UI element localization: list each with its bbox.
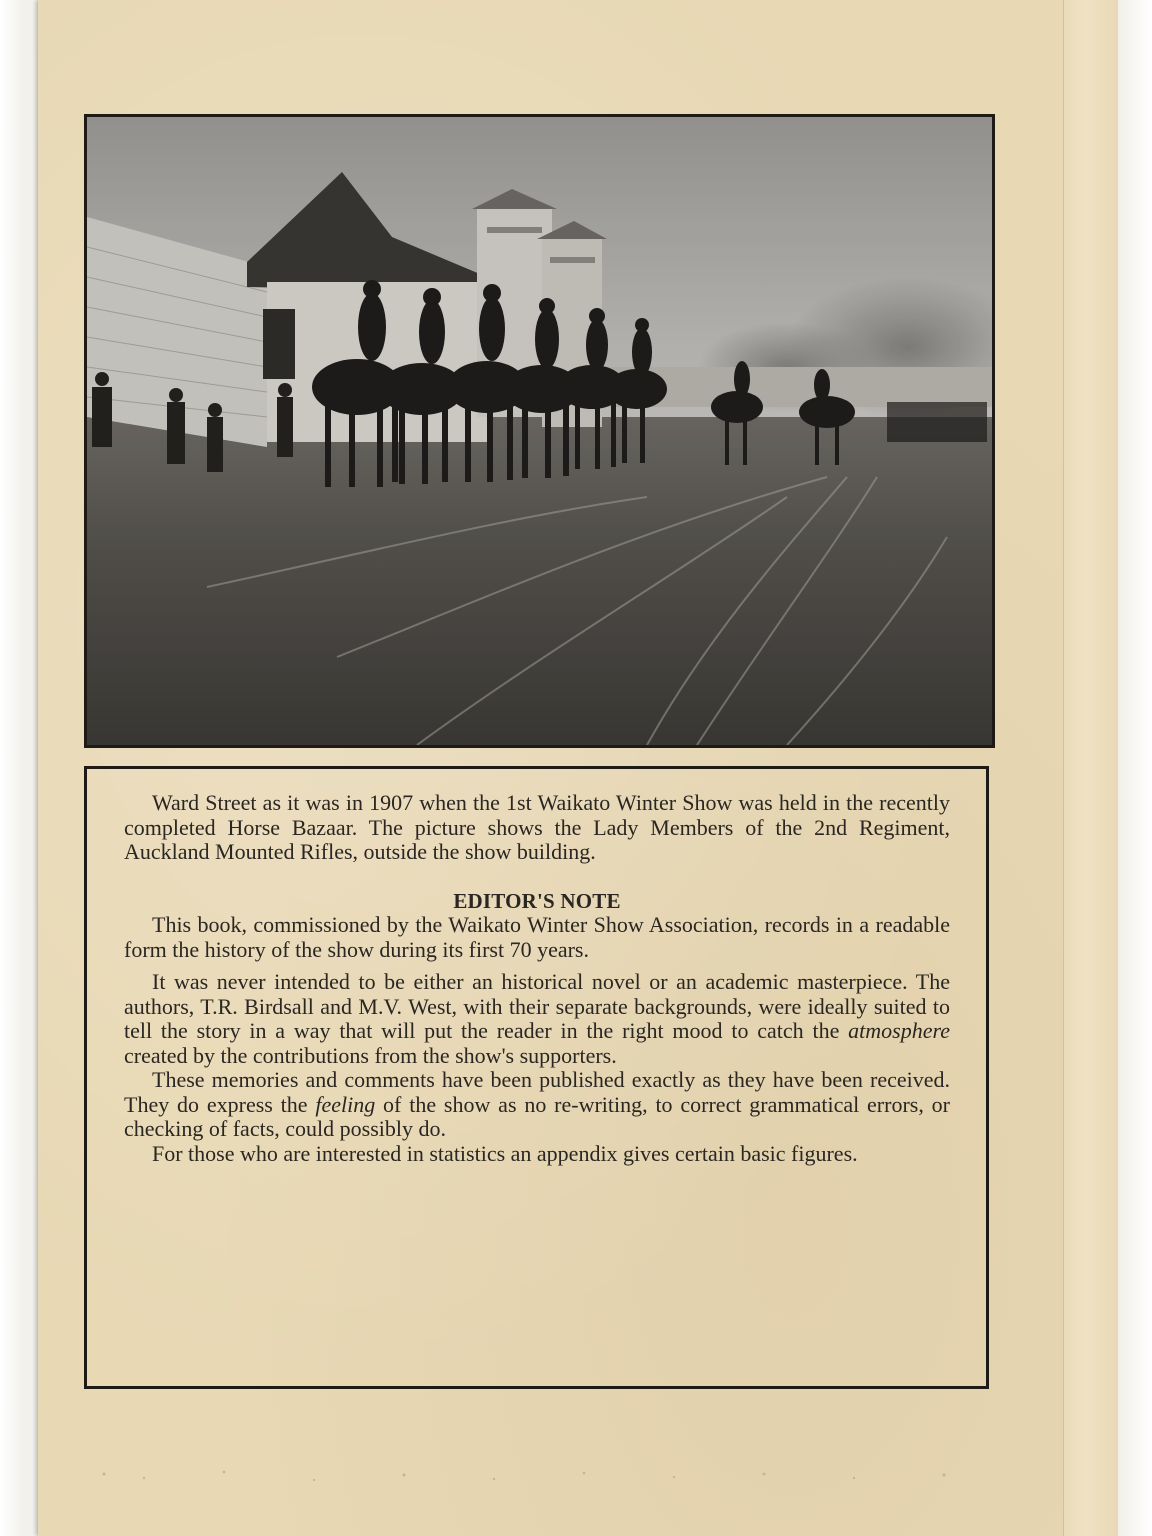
editors-note-paragraph-2	[124, 970, 950, 1068]
photo-grain	[87, 117, 992, 745]
editors-note-paragraph-1: This book, commissioned by the Waikato Winter Show Association, records in a readable form the history of the show during its first 70 years.	[124, 912, 950, 962]
page-edge	[1118, 0, 1152, 1536]
editors-note-paragraph-3	[124, 1068, 950, 1142]
historic-photograph	[84, 114, 995, 748]
photograph-illustration	[87, 117, 992, 745]
paragraph-3-text-start: These memories and comments have been published exactly as they have been received. They do express the	[124, 1067, 950, 1117]
paragraph-2-text-end: created by the contributions from the show's supporters.	[124, 1042, 617, 1068]
text-content	[124, 791, 950, 1166]
editors-note-paragraph-4: For those who are interested in statistics an appendix gives certain basic figures.	[152, 1140, 858, 1166]
paragraph-3-text-end: of the show as no re-writing, to correct grammatical errors, or checking of facts, could possibly do.	[124, 1091, 950, 1141]
editors-note-heading: EDITOR'S NOTE	[453, 888, 621, 913]
paragraph-2-text-start: It was never intended to be either an historical novel or an academic masterpiece. The authors, T.R. Birdsall and M.V. West, with their separate backgrounds, were ideally suited to tell the story in a way that will put the reader in the right mood to catch the	[124, 969, 950, 1043]
emphasis-atmosphere: atmosphere	[848, 1018, 950, 1043]
emphasis-feeling: feeling	[315, 1091, 376, 1117]
photo-caption: Ward Street as it was in 1907 when the 1st Waikato Winter Show was held in the recently completed Horse Bazaar. The picture shows the Lady Members of the 2nd Regiment, Auckland Mounted Rifles, outside the show building.	[124, 790, 950, 864]
paper-specks	[84, 1460, 989, 1490]
text-panel	[84, 766, 989, 1389]
cover-fold-strip	[1063, 0, 1118, 1536]
